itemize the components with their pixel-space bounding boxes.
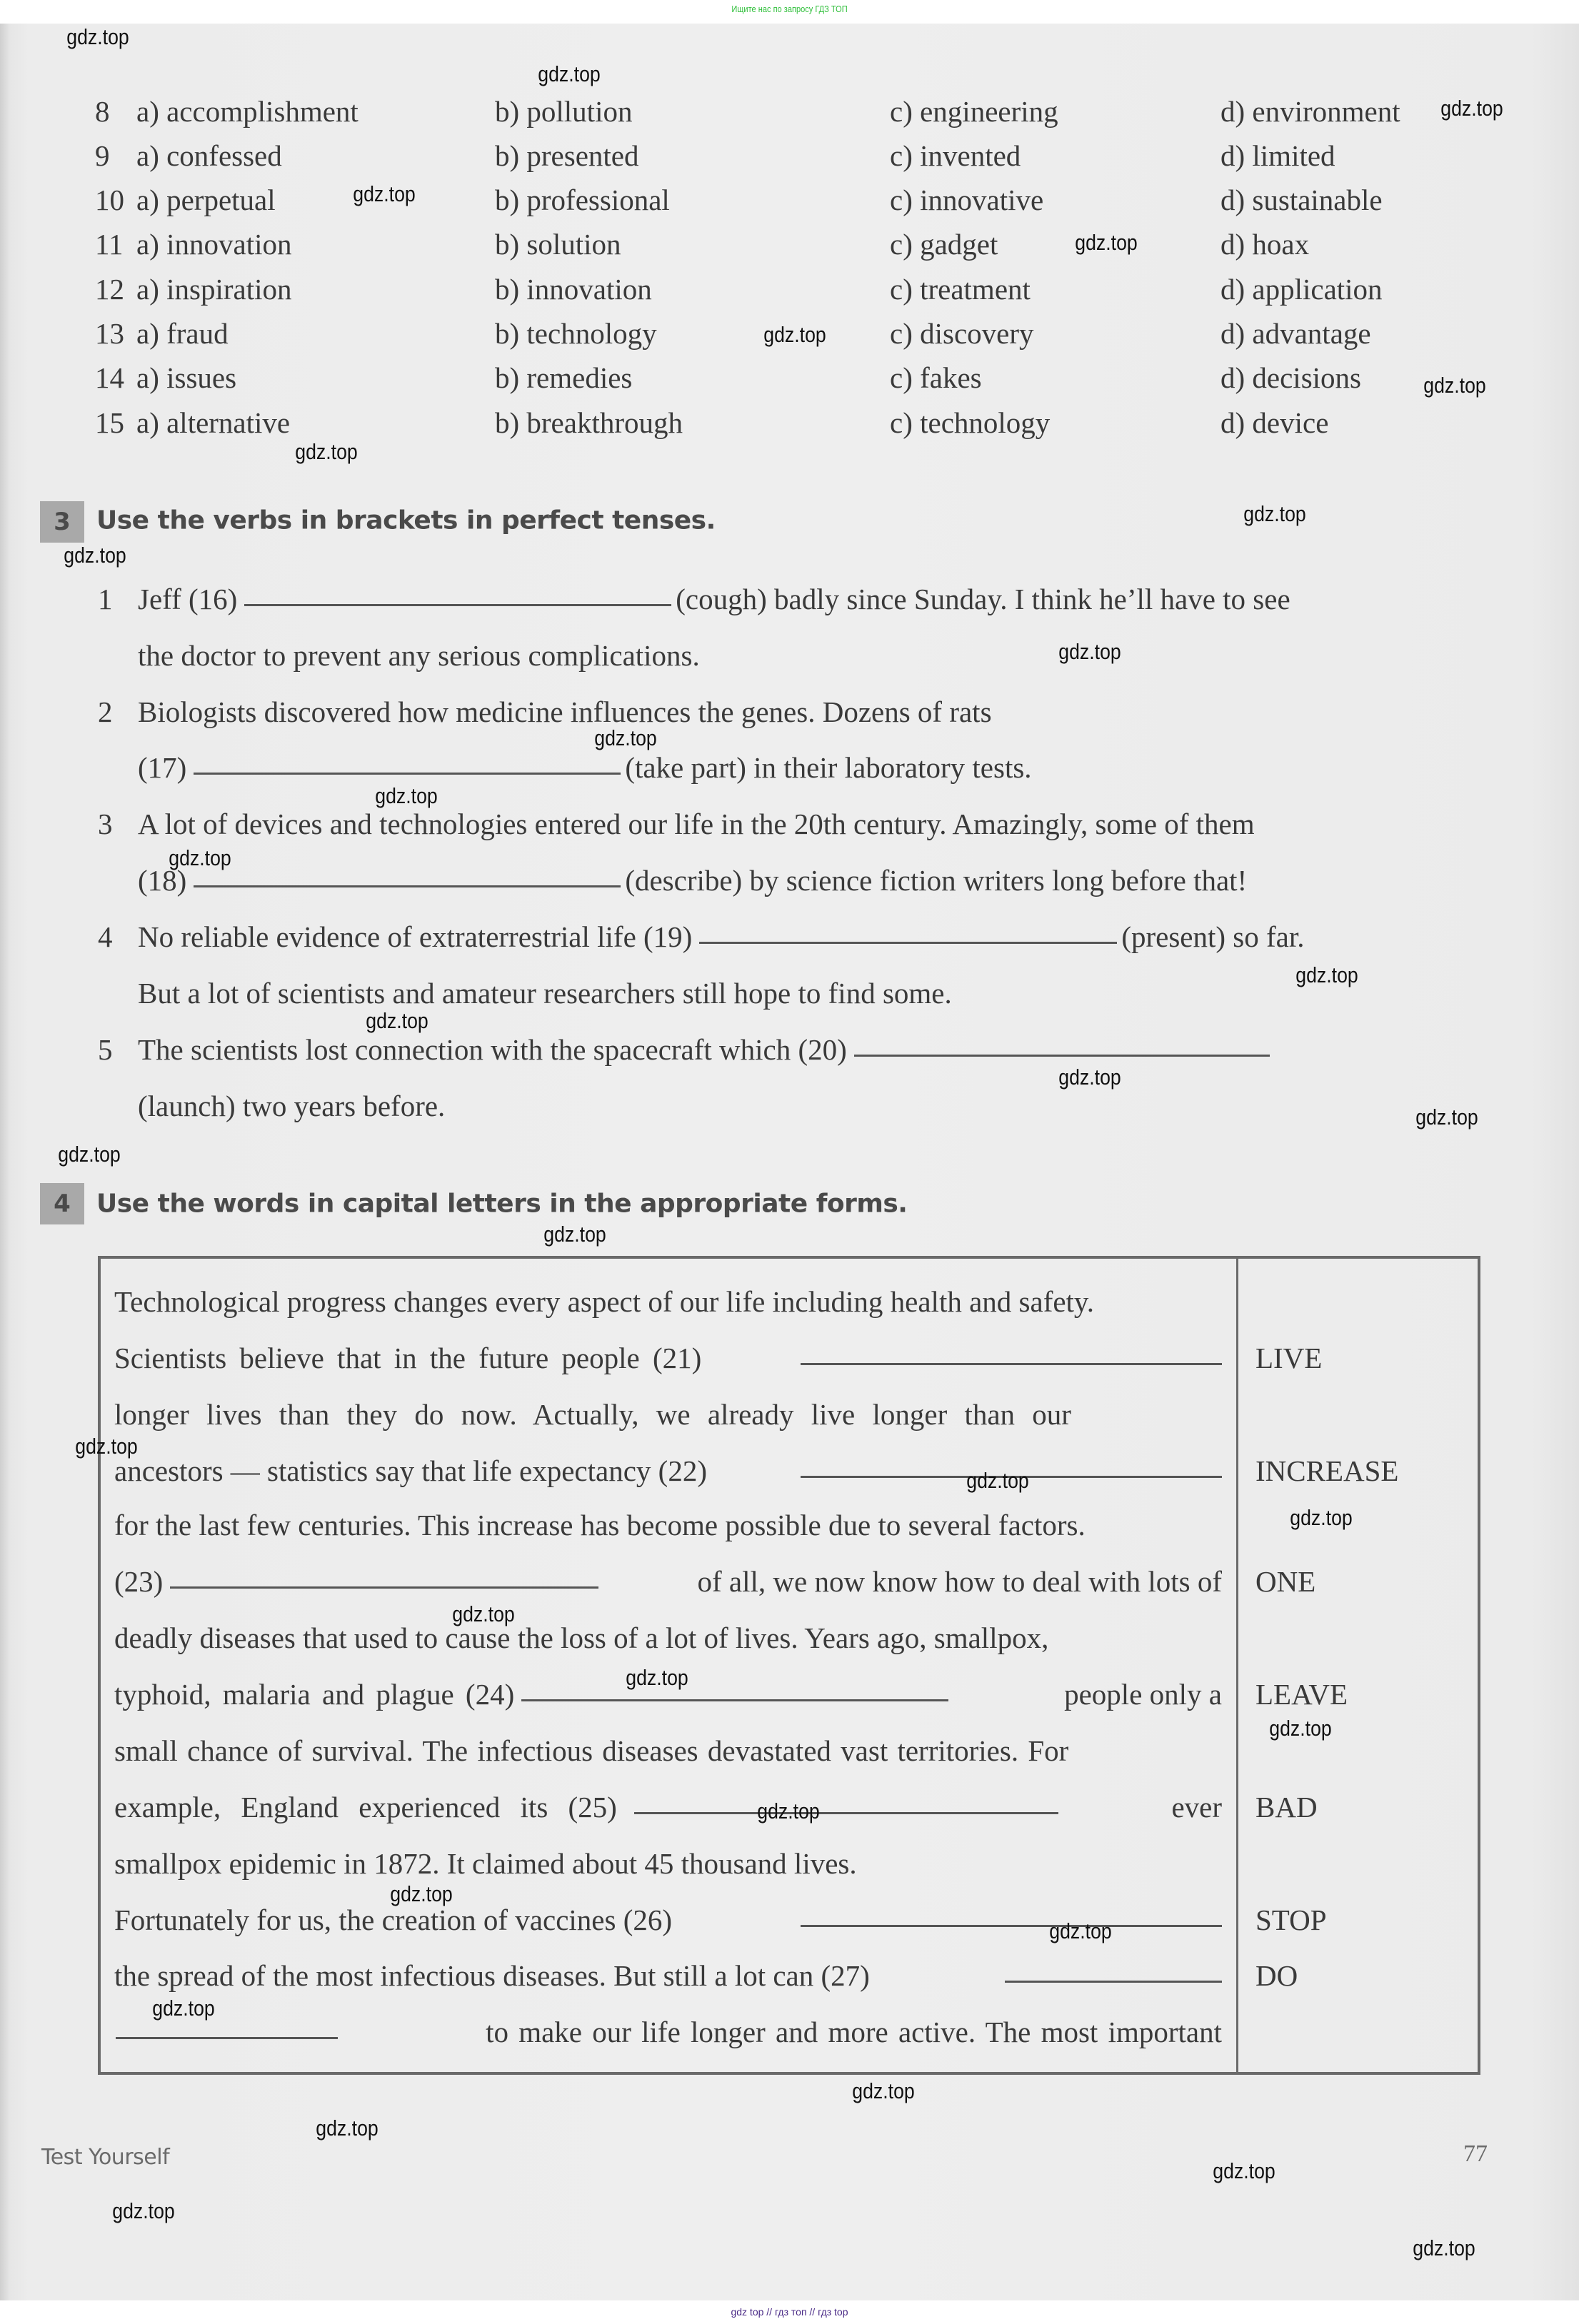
question-number: 14 <box>95 361 124 394</box>
option-b: b) solution <box>495 228 621 261</box>
item-number: 3 <box>98 808 113 840</box>
keyword-increase: INCREASE <box>1255 1454 1399 1487</box>
passage-line <box>114 1508 1222 1542</box>
passage-text: the spread of the most infectious diseases. But still a lot can (27) <box>114 1959 870 1992</box>
answer-blank-16[interactable] <box>244 604 671 606</box>
item-text: (cough) badly since Sunday. I think he’ll have to see <box>676 583 1290 615</box>
option-a: a) accomplishment <box>136 95 359 128</box>
option-d: d) device <box>1220 406 1329 439</box>
option-c: c) engineering <box>890 95 1058 128</box>
watermark: gdz.top <box>58 1142 121 1167</box>
watermark: gdz.top <box>1213 2158 1275 2183</box>
watermark: gdz.top <box>966 1468 1029 1493</box>
watermark: gdz.top <box>538 61 601 86</box>
option-a: a) alternative <box>136 406 291 439</box>
option-b: b) breakthrough <box>495 406 683 439</box>
watermark: gdz.top <box>626 1665 688 1690</box>
item-text: (present) so far. <box>1121 920 1305 953</box>
option-d: d) hoax <box>1220 228 1310 261</box>
watermark: gdz.top <box>1269 1716 1332 1741</box>
answer-blank-17[interactable] <box>194 773 621 775</box>
exercise-title: Use the verbs in brackets in perfect tenses. <box>96 505 716 535</box>
watermark: gdz.top <box>594 725 657 750</box>
option-c: c) invented <box>890 139 1021 172</box>
keyword-stop: STOP <box>1255 1903 1327 1936</box>
passage-line <box>114 2015 1222 2049</box>
item-text: Jeff (16) <box>138 583 238 615</box>
passage-text: Scientists believe that in the future people (21) <box>114 1342 702 1374</box>
option-b: b) technology <box>495 317 657 350</box>
passage-text: small chance of survival. The infectious diseases devastated vast territories. For <box>114 1734 1069 1767</box>
item-number: 5 <box>98 1033 113 1066</box>
item-text: No reliable evidence of extraterrestrial life (19) <box>138 920 693 953</box>
page-number: 77 <box>1463 2141 1488 2167</box>
word-formation-box <box>98 1256 1480 2075</box>
item-number: 1 <box>98 583 113 615</box>
question-number: 12 <box>95 273 124 306</box>
passage-text: typhoid, malaria and plague (24) <box>114 1678 515 1711</box>
option-d: d) advantage <box>1220 317 1371 350</box>
exercise-title: Use the words in capital letters in the appropriate forms. <box>96 1189 908 1219</box>
watermark: gdz.top <box>757 1799 820 1824</box>
watermark: gdz.top <box>295 439 358 464</box>
passage-text: to make our life longer and more active. The most important <box>486 2016 1222 2048</box>
question-number: 9 <box>95 139 110 172</box>
keyword-one: ONE <box>1255 1565 1316 1598</box>
option-a: a) fraud <box>136 317 229 350</box>
answer-blank-24[interactable] <box>521 1699 948 1701</box>
watermark: gdz.top <box>763 322 826 347</box>
option-d: d) limited <box>1220 139 1335 172</box>
answer-blank-27-continued[interactable] <box>116 2037 338 2039</box>
keyword-leave: LEAVE <box>1255 1678 1348 1711</box>
passage-line <box>114 1341 1222 1375</box>
watermark: gdz.top <box>1058 1065 1121 1090</box>
top-banner-text[interactable]: Ищите нас по запросу ГДЗ ТОП <box>731 4 848 14</box>
watermark: gdz.top <box>1058 639 1121 664</box>
bottom-banner <box>0 2300 1579 2324</box>
watermark: gdz.top <box>66 24 129 49</box>
answer-blank-23[interactable] <box>170 1586 598 1589</box>
watermark: gdz.top <box>64 543 126 568</box>
option-c: c) gadget <box>890 228 998 261</box>
item-line <box>138 1032 1274 1067</box>
option-d: d) sustainable <box>1220 183 1383 216</box>
watermark: gdz.top <box>390 1881 453 1906</box>
option-b: b) pollution <box>495 95 633 128</box>
watermark: gdz.top <box>1049 1918 1112 1943</box>
option-a: a) innovation <box>136 228 292 261</box>
item-text: A lot of devices and technologies entered our life in the 20th century. Amazingly, some of them <box>138 808 1255 840</box>
option-d: d) decisions <box>1220 361 1361 394</box>
answer-blank-19[interactable] <box>699 942 1117 944</box>
option-b: b) professional <box>495 183 670 216</box>
option-a: a) perpetual <box>136 183 276 216</box>
watermark: gdz.top <box>1243 501 1306 526</box>
option-b: b) remedies <box>495 361 633 394</box>
item-number: 2 <box>98 695 113 728</box>
item-text: (17) <box>138 751 187 784</box>
keyword-bad: BAD <box>1255 1791 1318 1824</box>
passage-line <box>114 1454 1222 1488</box>
answer-blank-20[interactable] <box>854 1055 1270 1057</box>
item-line <box>138 863 1247 897</box>
passage-line <box>114 1734 1222 1768</box>
item-text: (take part) in their laboratory tests. <box>625 751 1032 784</box>
watermark: gdz.top <box>1295 962 1358 987</box>
passage-text: deadly diseases that used to cause the loss of a lot of lives. Years ago, smallpox, <box>114 1621 1049 1654</box>
passage-text: longer lives than they do now. Actually, we already live longer than our <box>114 1398 1071 1431</box>
passage-line <box>114 1284 1222 1319</box>
item-text: Biologists discovered how medicine influences the genes. Dozens of rats <box>138 695 992 728</box>
item-line <box>138 920 1304 954</box>
passage-text: Fortunately for us, the creation of vaccines (26) <box>114 1903 673 1936</box>
passage-line <box>114 1958 1222 1993</box>
option-b: b) innovation <box>495 273 652 306</box>
question-number: 15 <box>95 406 124 439</box>
item-text: (launch) two years before. <box>138 1090 446 1122</box>
option-d: d) environment <box>1220 95 1400 128</box>
passage-text: ancestors — statistics say that life expectancy (22) <box>114 1454 707 1487</box>
watermark: gdz.top <box>1423 373 1486 398</box>
passage-line <box>114 1397 1222 1432</box>
exercise-number-badge: 4 <box>40 1183 84 1224</box>
watermark: gdz.top <box>852 2078 915 2103</box>
passage-text: of all, we now know how to deal with lots of <box>697 1565 1222 1598</box>
passage-line <box>114 1790 1222 1824</box>
watermark: gdz.top <box>1413 2235 1475 2260</box>
passage-line <box>114 1621 1222 1655</box>
option-b: b) presented <box>495 139 639 172</box>
option-d: d) application <box>1220 273 1383 306</box>
option-c: c) technology <box>890 406 1051 439</box>
watermark: gdz.top <box>1075 230 1138 255</box>
watermark: gdz.top <box>1290 1505 1353 1530</box>
option-c: c) treatment <box>890 273 1031 306</box>
question-number: 11 <box>95 228 124 261</box>
option-a: a) inspiration <box>136 273 292 306</box>
option-c: c) fakes <box>890 361 982 394</box>
passage-text: (23) <box>114 1565 164 1598</box>
passage-text: smallpox epidemic in 1872. It claimed about 45 thousand lives. <box>114 1847 857 1880</box>
question-number: 13 <box>95 317 124 350</box>
passage-text: example, England experienced its (25) <box>114 1791 617 1824</box>
top-banner <box>0 0 1579 24</box>
item-text: The scientists lost connection with the spacecraft which (20) <box>138 1033 847 1066</box>
option-a: a) issues <box>136 361 237 394</box>
keyword-live: LIVE <box>1255 1342 1323 1374</box>
watermark: gdz.top <box>366 1008 428 1033</box>
item-line <box>138 582 1290 616</box>
watermark: gdz.top <box>112 2198 175 2223</box>
answer-blank-26[interactable] <box>801 1925 1222 1927</box>
keyword-do: DO <box>1255 1959 1298 1992</box>
column-divider <box>1236 1256 1238 2075</box>
passage-text: for the last few centuries. This increase has become possible due to several factors. <box>114 1509 1086 1541</box>
answer-blank-27[interactable] <box>1005 1981 1222 1983</box>
footer-section-name: Test Yourself <box>41 2145 170 2170</box>
exercise-number-badge: 3 <box>40 501 84 543</box>
watermark: gdz.top <box>353 181 416 206</box>
question-number: 8 <box>95 95 110 128</box>
answer-blank-25[interactable] <box>634 1812 1058 1814</box>
item-text: (18) <box>138 864 187 897</box>
watermark: gdz.top <box>375 783 438 808</box>
passage-line <box>114 1564 1222 1599</box>
watermark: gdz.top <box>452 1601 515 1626</box>
item-number: 4 <box>98 920 113 953</box>
watermark: gdz.top <box>152 1996 215 2021</box>
item-text: (describe) by science fiction writers long before that! <box>625 864 1248 897</box>
passage-text: people only a <box>1064 1678 1222 1711</box>
option-c: c) discovery <box>890 317 1034 350</box>
passage-text: Technological progress changes every aspect of our life including health and safety. <box>114 1285 1095 1318</box>
watermark: gdz.top <box>543 1222 606 1247</box>
watermark: gdz.top <box>1440 96 1503 121</box>
option-a: a) confessed <box>136 139 282 172</box>
bottom-banner-text[interactable]: gdz top // гдз топ // гдз top <box>731 2306 848 2318</box>
watermark: gdz.top <box>169 845 231 870</box>
option-c: c) innovative <box>890 183 1044 216</box>
answer-blank-18[interactable] <box>194 885 621 887</box>
watermark: gdz.top <box>1415 1105 1478 1130</box>
item-text: But a lot of scientists and amateur researchers still hope to find some. <box>138 977 952 1010</box>
item-line <box>138 750 1032 785</box>
watermark: gdz.top <box>75 1434 138 1459</box>
answer-blank-21[interactable] <box>801 1363 1222 1365</box>
passage-text: ever <box>1171 1791 1222 1824</box>
passage-line <box>114 1846 1222 1881</box>
watermark: gdz.top <box>316 2116 379 2141</box>
item-text: the doctor to prevent any serious complications. <box>138 639 700 672</box>
question-number: 10 <box>95 183 124 216</box>
